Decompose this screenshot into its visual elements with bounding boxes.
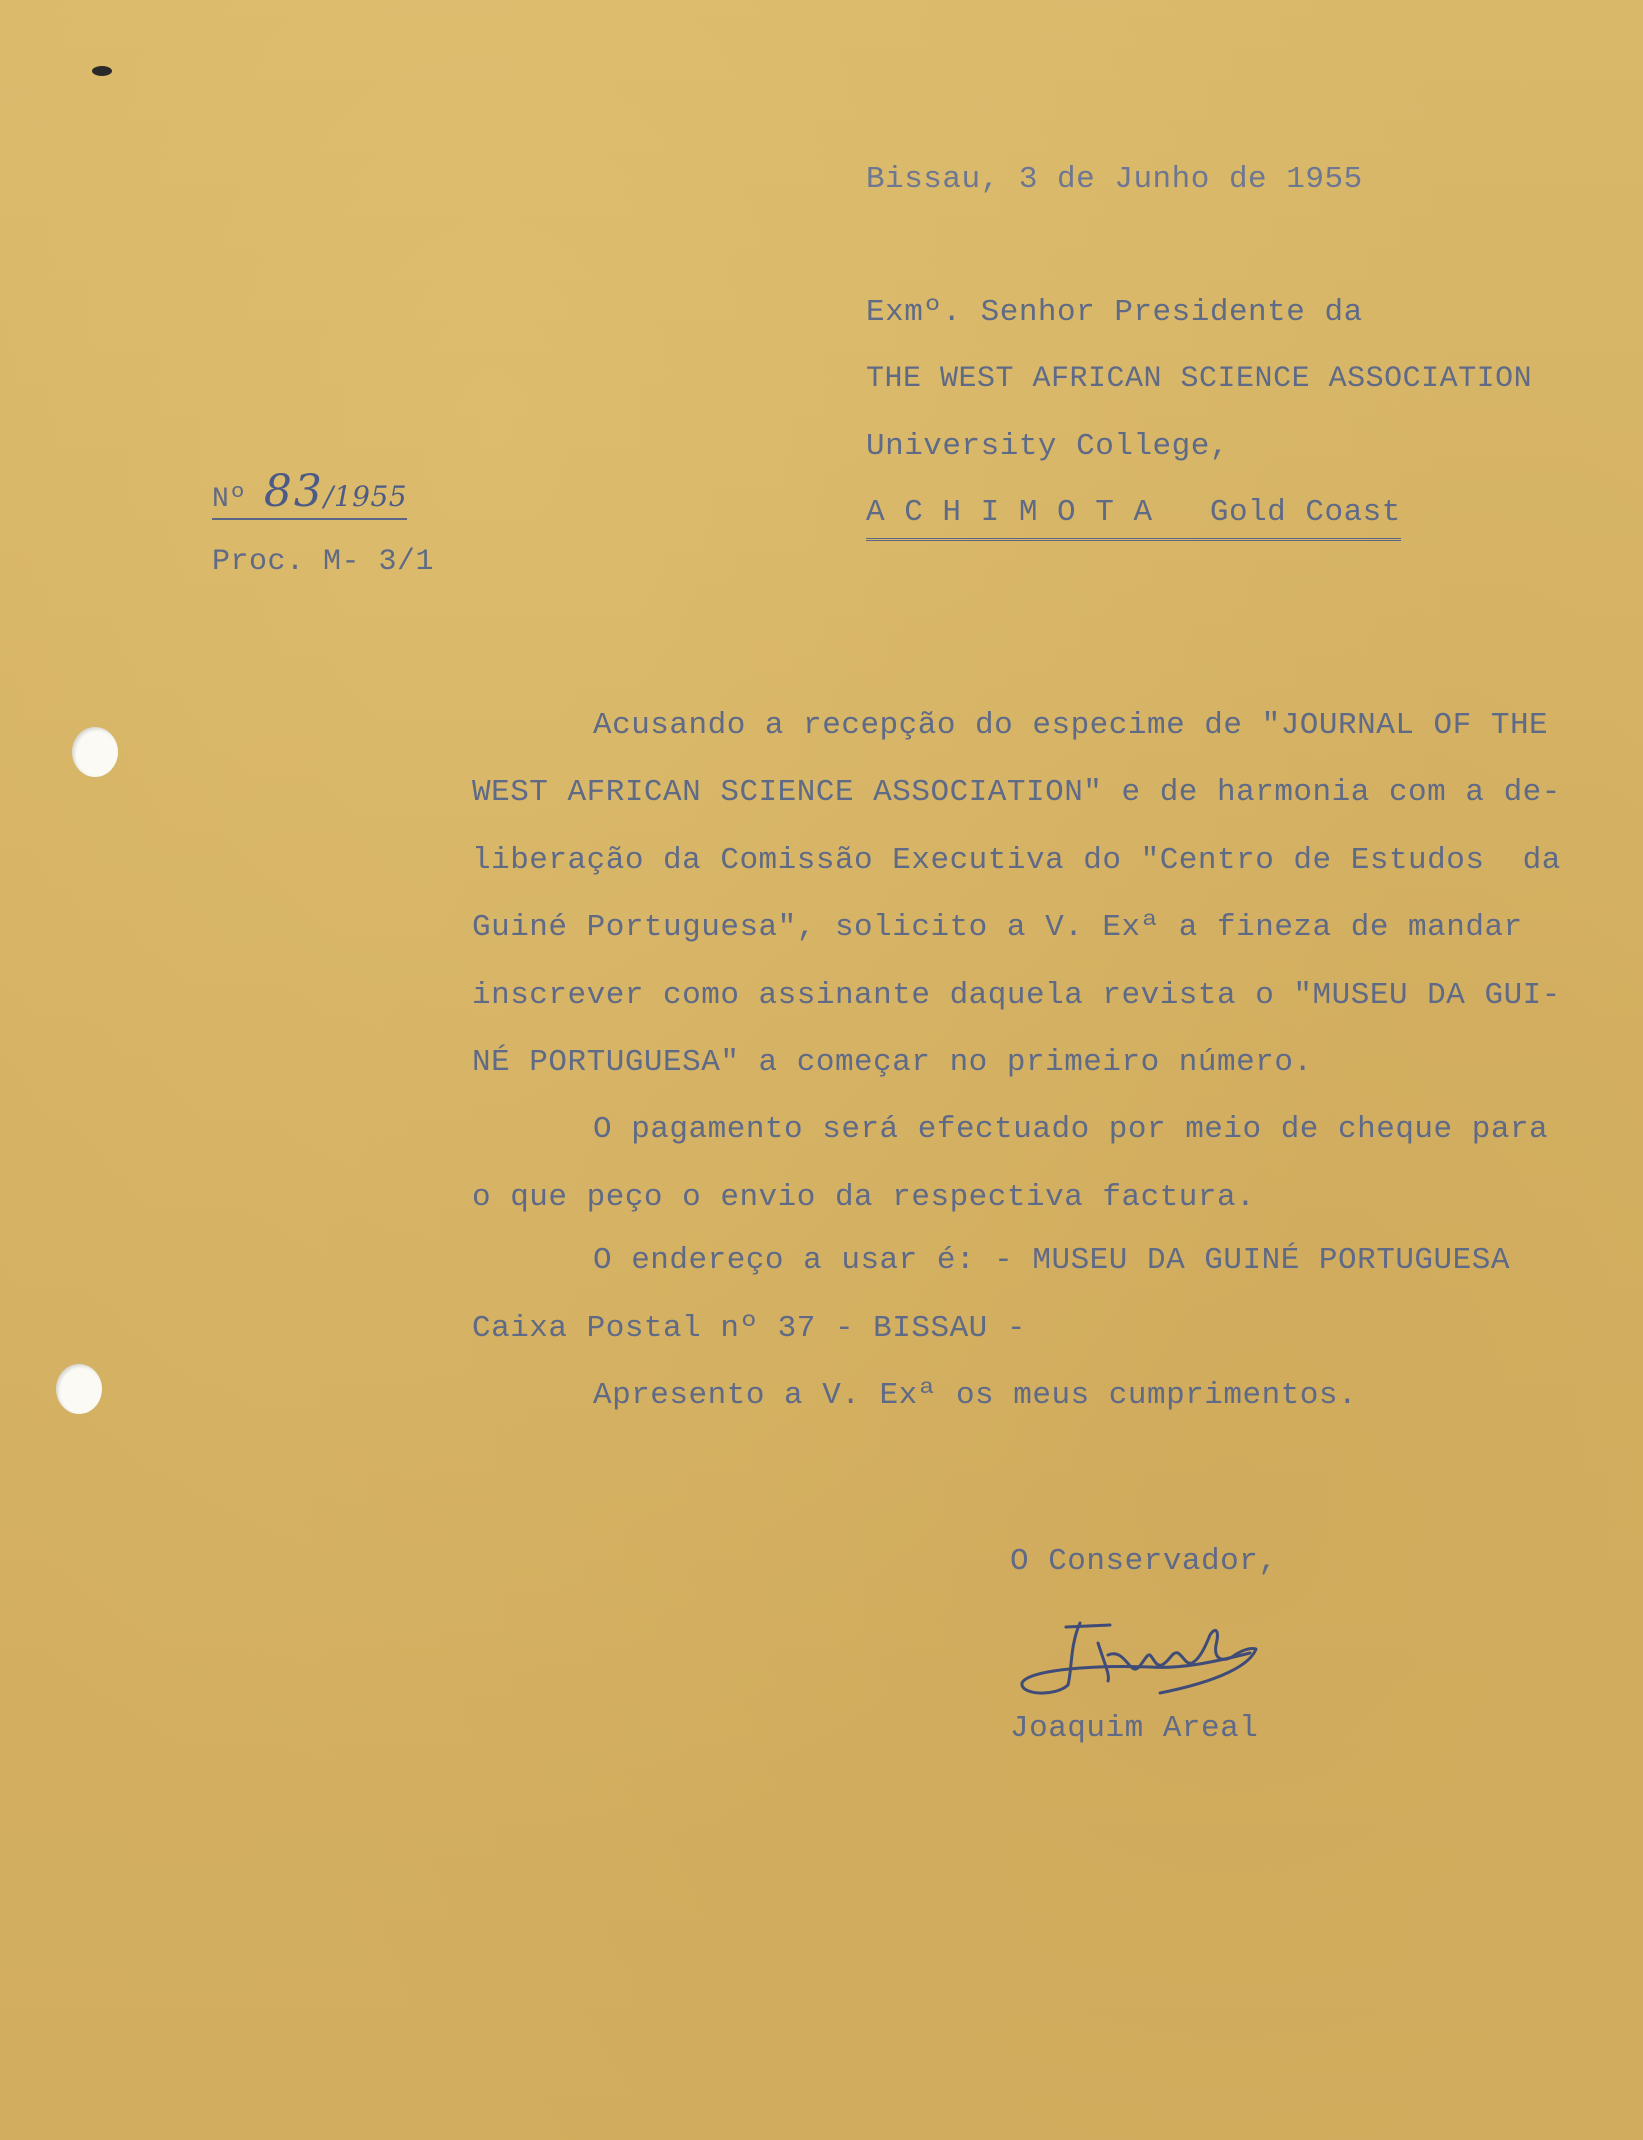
body-line: liberação da Comissão Executiva do "Centro de Estudos da: [472, 843, 1561, 878]
addressee-organization: THE WEST AFRICAN SCIENCE ASSOCIATION: [866, 362, 1533, 396]
body-line: WEST AFRICAN SCIENCE ASSOCIATION" e de harmonia com a de-: [472, 775, 1561, 810]
letter-date: Bissau, 3 de Junho de 1955: [866, 162, 1363, 197]
reference-number: [212, 466, 408, 520]
reference-number-year: /1955: [323, 480, 408, 513]
punch-hole: [72, 727, 118, 777]
body-line: O pagamento será efectuado por meio de cheque para: [593, 1112, 1549, 1147]
body-line: inscrever como assinante daquela revista o "MUSEU DA GUI-: [472, 978, 1561, 1013]
punch-hole: [56, 1364, 102, 1414]
reference-process: Proc. M- 3/1: [212, 545, 435, 579]
signer-name: Joaquim Areal: [1010, 1711, 1259, 1746]
addressee-city: A C H I M O T A: [866, 495, 1153, 530]
body-line: Caixa Postal nº 37 - BISSAU -: [472, 1311, 1026, 1346]
closing-title: O Conservador,: [1010, 1544, 1278, 1579]
body-line: Apresento a V. Exª os meus cumprimentos.: [593, 1378, 1358, 1413]
reference-number-prefix: Nº: [212, 484, 247, 515]
body-line: o que peço o envio da respectiva factura.: [472, 1180, 1256, 1215]
handwritten-signature: [1010, 1615, 1280, 1705]
body-line: NÉ PORTUGUESA" a começar no primeiro número.: [472, 1045, 1313, 1080]
addressee-college: University College,: [866, 429, 1229, 464]
body-line: Guiné Portuguesa", solicito a V. Exª a fineza de mandar: [472, 910, 1523, 945]
body-line: O endereço a usar é: - MUSEU DA GUINÉ PORTUGUESA: [593, 1243, 1510, 1278]
ink-smudge: [92, 66, 112, 76]
addressee-region: Gold Coast: [1209, 495, 1401, 530]
reference-number-handwritten: 83: [263, 466, 324, 517]
addressee-city-line: [866, 497, 1401, 541]
body-line: Acusando a recepção do especime de "JOURNAL OF THE: [593, 708, 1549, 743]
addressee-salutation: Exmº. Senhor Presidente da: [866, 295, 1363, 330]
